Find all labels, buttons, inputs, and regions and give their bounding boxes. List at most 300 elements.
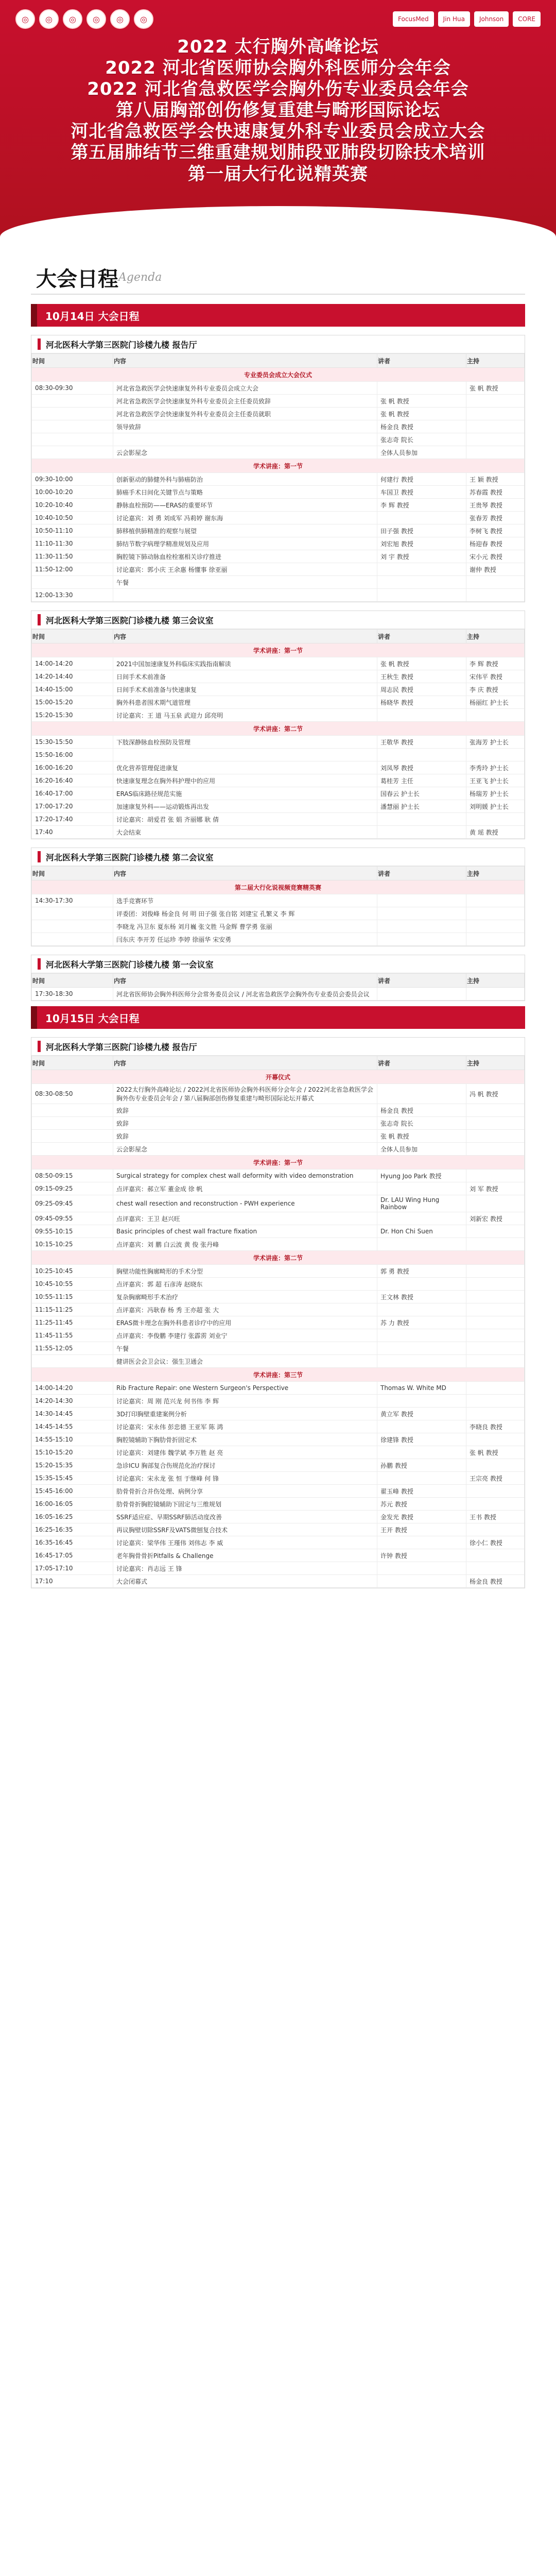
cell-content: 静脉血栓预防——ERAS的重要环节 xyxy=(113,499,377,512)
cell-speaker: 苏 力 教授 xyxy=(377,1316,466,1329)
cell-content: 2022太行胸外高峰论坛 / 2022河北省医师协会胸外科医师分会年会 / 2022河北省急救医学会胸外伤专业委员会年会 / 第八届胸部创伤修复重建与畸形国际论坛开幕式 xyxy=(113,1084,377,1104)
cell-speaker: 全体人员参加 xyxy=(377,446,466,459)
agenda-content xyxy=(0,304,556,1588)
event-title-line: 2022 河北省医师协会胸外科医师分会年会 xyxy=(105,58,451,79)
cell-host: 谢仲 教授 xyxy=(466,563,525,576)
table-row xyxy=(32,1182,525,1195)
cell-time: 11:25-11:45 xyxy=(32,1316,113,1329)
table-row xyxy=(32,800,525,813)
table-row xyxy=(32,813,525,826)
cell-content: chest wall resection and reconstruction - PWH experience xyxy=(113,1195,377,1212)
cell-time: 17:20-17:40 xyxy=(32,813,113,826)
cell-speaker xyxy=(377,1575,466,1588)
cell-content: 河北省急救医学会快速康复外科专业委员会主任委员就职 xyxy=(113,408,377,420)
cell-time: 11:45-11:55 xyxy=(32,1329,113,1342)
cell-content: 云会影屋念 xyxy=(113,446,377,459)
agenda-title: 大会日程 xyxy=(36,267,118,291)
cell-content: 讨论嘉宾：周 刚 范兴龙 何书伟 李 辉 xyxy=(113,1395,377,1408)
cell-speaker xyxy=(377,813,466,826)
table-row xyxy=(32,1549,525,1562)
cell-speaker: 金发光 教授 xyxy=(377,1511,466,1523)
table-row xyxy=(32,736,525,749)
cell-speaker xyxy=(377,1278,466,1291)
cell-speaker: 许钟 教授 xyxy=(377,1549,466,1562)
cell-content: 河北省急救医学会快速康复外科专业委员会成立大会 xyxy=(113,382,377,395)
cell-host xyxy=(466,1355,525,1368)
org-logo-icon: ◎ xyxy=(86,9,106,29)
cell-host: 苏春霞 教授 xyxy=(466,486,525,499)
cell-time: 14:20-14:40 xyxy=(32,670,113,683)
cell-time: 14:45-14:55 xyxy=(32,1420,113,1433)
cell-content: 致辞 xyxy=(113,1117,377,1130)
cell-speaker: 车国卫 教授 xyxy=(377,486,466,499)
cell-content: 讨论嘉宾：王 道 马玉泉 武迎力 邱亮明 xyxy=(113,709,377,722)
cell-time: 14:00-14:20 xyxy=(32,657,113,670)
table-row xyxy=(32,683,525,696)
cell-host xyxy=(466,813,525,826)
cell-host xyxy=(466,1170,525,1182)
table-row xyxy=(32,920,525,933)
venue-title-text: 河北医科大学第三医院门诊楼九楼 第一会议室 xyxy=(46,959,214,970)
session-subheading-text: 学术讲座：第一节 xyxy=(32,643,525,657)
cell-host: 冯 帆 教授 xyxy=(466,1084,525,1104)
right-logos xyxy=(393,11,541,27)
cell-host xyxy=(466,920,525,933)
cell-speaker: 杨金良 教授 xyxy=(377,420,466,433)
cell-content: 加速康复外科——运动锻炼再出发 xyxy=(113,800,377,813)
cell-speaker xyxy=(377,1329,466,1342)
cell-content: 讨论嘉宾：刘 勇 刘成军 冯莉婷 谢东海 xyxy=(113,512,377,524)
cell-content: 胸壁功能性胸廓畸形的手术分型 xyxy=(113,1265,377,1278)
cell-content: 胸腔镜下肺动脉血栓栓塞相关诊疗推进 xyxy=(113,550,377,563)
table-row xyxy=(32,657,525,670)
cell-host xyxy=(466,894,525,907)
cell-time xyxy=(32,920,113,933)
cell-speaker: 张 帆 教授 xyxy=(377,1130,466,1143)
cell-content: 下肢深静脉血栓预防及管理 xyxy=(113,736,377,749)
table-row xyxy=(32,1130,525,1143)
venue-title-text: 河北医科大学第三医院门诊楼九楼 报告厅 xyxy=(46,1042,197,1052)
table-row xyxy=(32,433,525,446)
column-header-speaker: 讲者 xyxy=(377,630,466,643)
org-logo-icon: ◎ xyxy=(39,9,59,29)
cell-time: 14:30-14:45 xyxy=(32,1408,113,1420)
cell-time: 15:20-15:35 xyxy=(32,1459,113,1472)
cell-speaker xyxy=(377,576,466,589)
cell-host xyxy=(466,1265,525,1278)
sponsor-logo: CORE xyxy=(513,11,541,27)
cell-content: 肺癌手术日间化关键节点与策略 xyxy=(113,486,377,499)
cell-time: 10:50-11:10 xyxy=(32,524,113,537)
cell-content: 优化营养管理促进康复 xyxy=(113,761,377,774)
cell-content: 复杂胸廓畸形手术治疗 xyxy=(113,1291,377,1303)
cell-host xyxy=(466,1195,525,1212)
cell-host: 李 辉 教授 xyxy=(466,657,525,670)
venue-accent-bar xyxy=(38,338,41,350)
cell-speaker: 王文林 教授 xyxy=(377,1291,466,1303)
cell-host xyxy=(466,1291,525,1303)
venue-title xyxy=(31,955,525,973)
cell-content: 讨论嘉宾：胡爱君 张 娟 齐丽娜 耿 倩 xyxy=(113,813,377,826)
cell-content: 讨论嘉宾：郭小庆 王余惠 杨懂事 徐亚丽 xyxy=(113,563,377,576)
cell-host xyxy=(466,1433,525,1446)
cell-host: 王贵琴 教授 xyxy=(466,499,525,512)
cell-speaker xyxy=(377,749,466,761)
cell-host: 李 庆 教授 xyxy=(466,683,525,696)
column-header-content: 内容 xyxy=(113,630,377,643)
cell-time: 11:30-11:50 xyxy=(32,550,113,563)
venue-accent-bar xyxy=(38,614,41,625)
cell-speaker: 黄立军 教授 xyxy=(377,1408,466,1420)
cell-content: 肋骨骨折胸腔镜辅助下固定与三维规划 xyxy=(113,1498,377,1511)
venue-title xyxy=(31,335,525,353)
table-row xyxy=(32,933,525,946)
cell-time xyxy=(32,1117,113,1130)
cell-content: 讨论嘉宾：肖志远 王 锋 xyxy=(113,1562,377,1575)
cell-speaker: 何建行 教授 xyxy=(377,473,466,486)
sponsor-logo: FocusMed xyxy=(393,11,434,27)
session-subheading xyxy=(32,368,525,382)
cell-time xyxy=(32,433,113,446)
cell-time: 10:15-10:25 xyxy=(32,1238,113,1251)
cell-host: 张 帆 教授 xyxy=(466,382,525,395)
cell-content: 胸外科患者围术期气道管理 xyxy=(113,696,377,709)
cell-time: 16:05-16:25 xyxy=(32,1511,113,1523)
table-row xyxy=(32,1459,525,1472)
cell-host: 张 帆 教授 xyxy=(466,1446,525,1459)
column-header-time: 时间 xyxy=(32,974,113,988)
cell-host xyxy=(466,395,525,408)
cell-speaker: Dr. LAU Wing Hung Rainbow xyxy=(377,1195,466,1212)
cell-speaker: 葛桂芳 主任 xyxy=(377,774,466,787)
column-header-speaker: 讲者 xyxy=(377,974,466,988)
cell-time: 08:30-08:50 xyxy=(32,1084,113,1104)
cell-speaker xyxy=(377,920,466,933)
table-row xyxy=(32,589,525,602)
cell-content: 致辞 xyxy=(113,1130,377,1143)
cell-host xyxy=(466,1549,525,1562)
cell-content xyxy=(113,433,377,446)
table-row xyxy=(32,988,525,1001)
cell-content: 领导致辞 xyxy=(113,420,377,433)
cell-time: 15:50-16:00 xyxy=(32,749,113,761)
cell-host: 杨丽红 护士长 xyxy=(466,696,525,709)
cell-host xyxy=(466,420,525,433)
agenda-table xyxy=(31,973,525,1001)
cell-speaker: 杨晓华 教授 xyxy=(377,696,466,709)
day-header xyxy=(31,1006,525,1029)
cell-content: Basic principles of chest wall fracture fixation xyxy=(113,1225,377,1238)
cell-speaker: 翟玉峰 教授 xyxy=(377,1485,466,1498)
day-header-accent xyxy=(31,304,37,327)
cell-host xyxy=(466,749,525,761)
session-subheading xyxy=(32,1070,525,1084)
cell-time: 10:25-10:45 xyxy=(32,1265,113,1278)
cell-content: 河北省急救医学会快速康复外科专业委员会主任委员致辞 xyxy=(113,395,377,408)
cell-content: 点评嘉宾：冯耿春 杨 秀 王亦超 张 大 xyxy=(113,1303,377,1316)
column-header-host: 主持 xyxy=(466,867,525,880)
cell-host xyxy=(466,709,525,722)
session-subheading xyxy=(32,643,525,657)
cell-content: SSRF适应症、早期SSRF肺活动度改善 xyxy=(113,1511,377,1523)
cell-host xyxy=(466,1395,525,1408)
cell-content: 讨论嘉宾：宋永龙 张 恒 于继峰 何 锋 xyxy=(113,1472,377,1485)
table-row xyxy=(32,1170,525,1182)
cell-speaker xyxy=(377,1084,466,1104)
table-row xyxy=(32,826,525,839)
cell-content: 午餐 xyxy=(113,576,377,589)
session-subheading-text: 第二届大行化说视频竞赛精英赛 xyxy=(32,880,525,894)
cell-time xyxy=(32,408,113,420)
table-row xyxy=(32,446,525,459)
cell-host xyxy=(466,408,525,420)
cell-speaker: 杨金良 教授 xyxy=(377,1104,466,1117)
cell-time: 09:30-10:00 xyxy=(32,473,113,486)
cell-host xyxy=(466,1329,525,1342)
cell-time: 17:00-17:20 xyxy=(32,800,113,813)
cell-content: 云会影屋念 xyxy=(113,1143,377,1156)
cell-content: 快速康复理念在胸外科护理中的应用 xyxy=(113,774,377,787)
cell-speaker: 王开 教授 xyxy=(377,1523,466,1536)
table-row xyxy=(32,1446,525,1459)
cell-time: 11:15-11:25 xyxy=(32,1303,113,1316)
session-subheading xyxy=(32,722,525,736)
cell-time: 14:20-14:30 xyxy=(32,1395,113,1408)
cell-host xyxy=(466,1278,525,1291)
cell-time: 16:20-16:40 xyxy=(32,774,113,787)
cell-content: 2021中国加速康复外科临床实践指南解读 xyxy=(113,657,377,670)
table-row xyxy=(32,512,525,524)
venue-block xyxy=(31,611,525,839)
cell-time: 17:05-17:10 xyxy=(32,1562,113,1575)
cell-content: 创新驱动的肺健外科与肺癌防治 xyxy=(113,473,377,486)
cell-content: 闫东庆 李开芳 任运珍 李婷 徐丽华 宋安勇 xyxy=(113,933,377,946)
table-row xyxy=(32,1303,525,1316)
org-logo-icon: ◎ xyxy=(63,9,82,29)
table-row xyxy=(32,1395,525,1408)
cell-content: 点评嘉宾：郝立军 董金成 徐 帆 xyxy=(113,1182,377,1195)
venue-block xyxy=(31,1037,525,1588)
table-row xyxy=(32,473,525,486)
cell-speaker: 国春云 护士长 xyxy=(377,787,466,800)
cell-time: 14:30-17:30 xyxy=(32,894,113,907)
cell-host xyxy=(466,1130,525,1143)
header-banner xyxy=(0,0,556,242)
table-row xyxy=(32,1575,525,1588)
title-divider xyxy=(31,294,525,295)
cell-content: 大会闭幕式 xyxy=(113,1575,377,1588)
table-row xyxy=(32,1238,525,1251)
table-row xyxy=(32,382,525,395)
cell-content: 评委团：刘俊峰 杨金良 何 明 田子强 张自铭 刘建宝 孔繁义 李 辉 xyxy=(113,907,377,920)
cell-time: 10:20-10:40 xyxy=(32,499,113,512)
cell-content: 老年胸骨骨折Pitfalls & Challenge xyxy=(113,1549,377,1562)
cell-content: 日间手术术前准备与快速康复 xyxy=(113,683,377,696)
session-subheading xyxy=(32,1156,525,1170)
cell-content: 3D打印胸壁重建案例分析 xyxy=(113,1408,377,1420)
cell-host xyxy=(466,1143,525,1156)
column-header-content: 内容 xyxy=(113,867,377,880)
cell-host: 王亚飞 护士长 xyxy=(466,774,525,787)
table-row xyxy=(32,1265,525,1278)
cell-time: 09:45-09:55 xyxy=(32,1212,113,1225)
cell-host xyxy=(466,589,525,602)
venue-title xyxy=(31,1038,525,1056)
cell-host: 刘 军 教授 xyxy=(466,1182,525,1195)
table-row xyxy=(32,1511,525,1523)
cell-time: 15:00-15:20 xyxy=(32,696,113,709)
cell-speaker xyxy=(377,1446,466,1459)
cell-host: 王书 教授 xyxy=(466,1511,525,1523)
cell-time: 15:30-15:50 xyxy=(32,736,113,749)
cell-host xyxy=(466,1225,525,1238)
cell-host xyxy=(466,433,525,446)
session-subheading-text: 学术讲座：第三节 xyxy=(32,1368,525,1382)
cell-content: 胸腔镜辅助下胸肋骨折固定术 xyxy=(113,1433,377,1446)
table-row xyxy=(32,1316,525,1329)
agenda-table xyxy=(31,353,525,602)
table-row xyxy=(32,787,525,800)
venue-block xyxy=(31,335,525,602)
agenda-table xyxy=(31,866,525,946)
cell-speaker xyxy=(377,709,466,722)
venue-block xyxy=(31,848,525,946)
cell-time: 16:25-16:35 xyxy=(32,1523,113,1536)
cell-speaker xyxy=(377,1395,466,1408)
cell-host xyxy=(466,1562,525,1575)
event-titles xyxy=(0,36,556,185)
cell-content: 李晓龙 冯卫东 夏东杨 刘月巍 张文胜 马金辉 曹学勇 张丽 xyxy=(113,920,377,933)
cell-content: 大会结束 xyxy=(113,826,377,839)
column-header-host: 主持 xyxy=(466,1056,525,1070)
cell-host xyxy=(466,933,525,946)
agenda-subtitle: Agenda xyxy=(118,271,162,284)
org-logo-icon: ◎ xyxy=(15,9,35,29)
table-row xyxy=(32,1433,525,1446)
column-header-speaker: 讲者 xyxy=(377,354,466,368)
column-header-speaker: 讲者 xyxy=(377,1056,466,1070)
table-row xyxy=(32,395,525,408)
table-row xyxy=(32,894,525,907)
cell-content: 健讲医会会卫会议：强生卫通会 xyxy=(113,1355,377,1368)
table-row xyxy=(32,1329,525,1342)
cell-time: 16:45-17:05 xyxy=(32,1549,113,1562)
cell-speaker: 李 辉 教授 xyxy=(377,499,466,512)
cell-speaker: 郭 勇 教授 xyxy=(377,1265,466,1278)
cell-time: 10:45-10:55 xyxy=(32,1278,113,1291)
cell-content: 急诊ICU 胸部复合伤规范化治疗探讨 xyxy=(113,1459,377,1472)
cell-speaker: 全体人员参加 xyxy=(377,1143,466,1156)
cell-time: 16:40-17:00 xyxy=(32,787,113,800)
table-row xyxy=(32,1291,525,1303)
table-row xyxy=(32,1104,525,1117)
cell-host: 杨金良 教授 xyxy=(466,1575,525,1588)
event-title-line: 第五届肺结节三维重建规划肺段亚肺段切除技术培训 xyxy=(71,142,485,163)
table-row xyxy=(32,499,525,512)
cell-host xyxy=(466,1342,525,1355)
table-row xyxy=(32,670,525,683)
header-wave xyxy=(0,206,556,242)
cell-speaker: 张志奇 院长 xyxy=(377,433,466,446)
cell-content: 点评嘉宾：刘 鹏 白云波 黄 俊 张丹峰 xyxy=(113,1238,377,1251)
cell-content: 肋骨骨折合并伤处理、病例分享 xyxy=(113,1485,377,1498)
table-row xyxy=(32,774,525,787)
cell-speaker xyxy=(377,907,466,920)
cell-content: 讨论嘉宾：刘建伟 魏学斌 李万胜 赵 亮 xyxy=(113,1446,377,1459)
table-row xyxy=(32,749,525,761)
logos-row xyxy=(15,9,541,29)
cell-speaker: 刘凤琴 教授 xyxy=(377,761,466,774)
event-title-line: 河北省急救医学会快速康复外科专业委员会成立大会 xyxy=(71,121,485,142)
session-subheading xyxy=(32,1368,525,1382)
column-header-time: 时间 xyxy=(32,630,113,643)
cell-time: 12:00-13:30 xyxy=(32,589,113,602)
cell-speaker: 徐建锋 教授 xyxy=(377,1433,466,1446)
cell-host: 宋伟平 教授 xyxy=(466,670,525,683)
session-subheading-text: 学术讲座：第二节 xyxy=(32,722,525,736)
agenda-table xyxy=(31,1056,525,1588)
column-header-host: 主持 xyxy=(466,974,525,988)
cell-host: 黄 瑶 教授 xyxy=(466,826,525,839)
cell-speaker: 王秋生 教授 xyxy=(377,670,466,683)
table-row xyxy=(32,1143,525,1156)
column-header-content: 内容 xyxy=(113,354,377,368)
table-row xyxy=(32,1195,525,1212)
cell-host xyxy=(466,1459,525,1472)
cell-host xyxy=(466,1316,525,1329)
cell-host: 王 颖 教授 xyxy=(466,473,525,486)
cell-host xyxy=(466,1382,525,1395)
table-row xyxy=(32,1485,525,1498)
cell-time: 10:55-11:15 xyxy=(32,1291,113,1303)
cell-host xyxy=(466,1408,525,1420)
cell-speaker: Thomas W. White MD xyxy=(377,1382,466,1395)
cell-time xyxy=(32,446,113,459)
cell-speaker: Hyung Joo Park 教授 xyxy=(377,1170,466,1182)
cell-speaker xyxy=(377,1536,466,1549)
cell-speaker xyxy=(377,563,466,576)
cell-speaker xyxy=(377,1303,466,1316)
cell-speaker: 王敬华 教授 xyxy=(377,736,466,749)
cell-host xyxy=(466,1485,525,1498)
column-header-content: 内容 xyxy=(113,974,377,988)
cell-time: 17:30-18:30 xyxy=(32,988,113,1001)
cell-time: 09:15-09:25 xyxy=(32,1182,113,1195)
table-row xyxy=(32,1562,525,1575)
cell-content: Surgical strategy for complex chest wall deformity with video demonstration xyxy=(113,1170,377,1182)
cell-content: 午餐 xyxy=(113,1342,377,1355)
cell-time: 15:35-15:45 xyxy=(32,1472,113,1485)
cell-time: 10:40-10:50 xyxy=(32,512,113,524)
cell-content: 肺移植供肺精准的观察与展望 xyxy=(113,524,377,537)
cell-speaker xyxy=(377,1238,466,1251)
venue-accent-bar xyxy=(38,958,41,970)
table-row xyxy=(32,1523,525,1536)
sponsor-logo: Johnson xyxy=(474,11,509,27)
table-row xyxy=(32,524,525,537)
cell-host xyxy=(466,1117,525,1130)
day-header-accent xyxy=(31,1006,37,1029)
venue-accent-bar xyxy=(38,1041,41,1052)
cell-time: 15:45-16:00 xyxy=(32,1485,113,1498)
cell-host xyxy=(466,576,525,589)
table-row xyxy=(32,1355,525,1368)
cell-time: 14:55-15:10 xyxy=(32,1433,113,1446)
cell-host xyxy=(466,907,525,920)
event-title-line: 2022 河北省急救医学会胸外伤专业委员会年会 xyxy=(87,79,469,100)
column-header-speaker: 讲者 xyxy=(377,867,466,880)
cell-time: 11:50-12:00 xyxy=(32,563,113,576)
